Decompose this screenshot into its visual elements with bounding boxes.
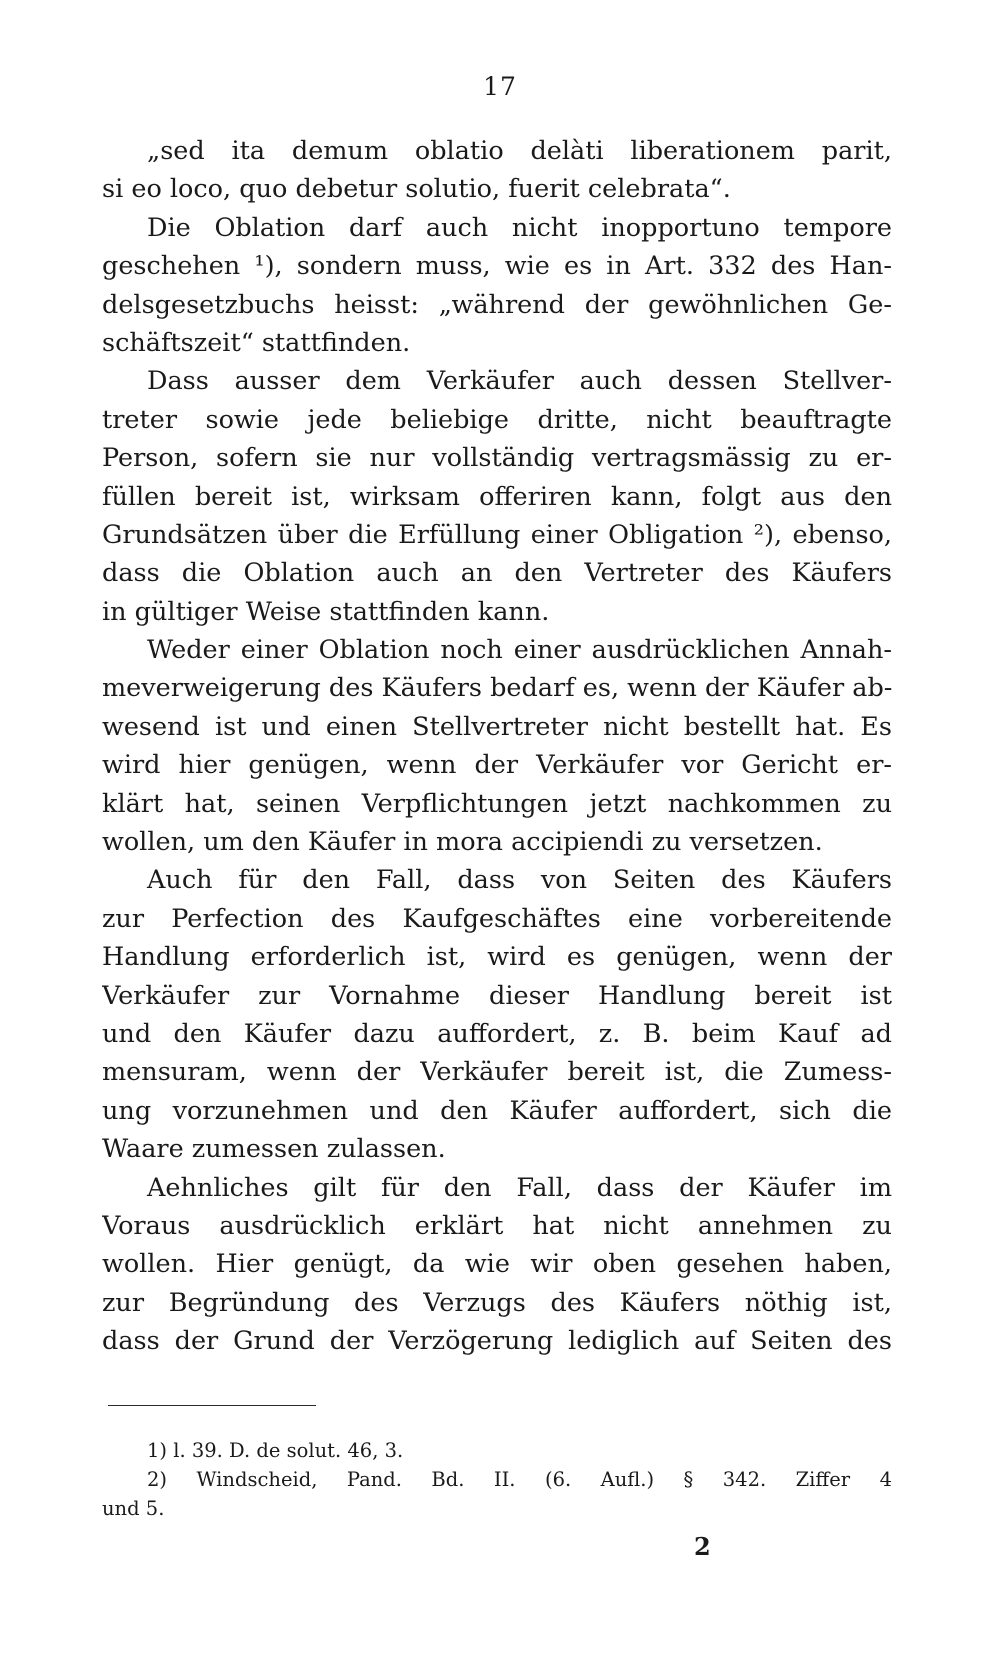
text-line: und den Käufer dazu auffordert, z. B. beim Kauf ad: [102, 1018, 892, 1049]
text-line: klärt hat, seinen Verpflichtungen jetzt nachkommen zu: [102, 788, 892, 819]
text-line: Dass ausser dem Verkäufer auch dessen Stellver-: [147, 366, 892, 397]
paragraph: [102, 631, 892, 861]
text-line: wird hier genügen, wenn der Verkäufer vor Gericht er-: [102, 750, 892, 781]
text-line: meverweigerung des Käufers bedarf es, wenn der Käufer ab-: [102, 673, 892, 704]
paragraph: [102, 209, 892, 363]
text-line: wesend ist und einen Stellvertreter nicht bestellt hat. Es: [102, 711, 892, 742]
text-line: Grundsätzen über die Erfüllung einer Obligation ²), ebenso,: [102, 519, 892, 550]
text-line: Aehnliches gilt für den Fall, dass der Käufer im: [147, 1172, 892, 1203]
footnote-line: 1) l. 39. D. de solut. 46, 3.: [147, 1439, 404, 1462]
text-line: Handlung erforderlich ist, wird es genügen, wenn der: [102, 942, 892, 973]
text-line: si eo loco, quo debetur solutio, fuerit celebrata“.: [102, 174, 731, 205]
page-number: 17: [483, 72, 517, 101]
text-line: in gültiger Weise stattfinden kann.: [102, 596, 550, 627]
footnotes: [102, 1436, 892, 1523]
footnote-line: 2) Windscheid, Pand. Bd. II. (6. Aufl.) § 342. Ziffer 4: [147, 1468, 892, 1491]
text-line: zur Perfection des Kaufgeschäftes eine vorbereitende: [102, 903, 892, 934]
text-line: füllen bereit ist, wirksam offeriren kann, folgt aus den: [102, 481, 892, 512]
text-line: dass die Oblation auch an den Vertreter des Käufers: [102, 558, 892, 589]
text-line: Voraus ausdrücklich erklärt hat nicht annehmen zu: [102, 1210, 892, 1241]
paragraph: [102, 132, 892, 209]
footnote-line: und 5.: [102, 1497, 165, 1520]
footnote: [102, 1465, 892, 1523]
text-line: Verkäufer zur Vornahme dieser Handlung bereit ist: [102, 980, 892, 1011]
text-line: geschehen ¹), sondern muss, wie es in Art. 332 des Han-: [102, 251, 892, 282]
footnote-divider: [108, 1405, 316, 1406]
text-line: Waare zumessen zulassen.: [102, 1134, 446, 1165]
text-line: zur Begründung des Verzugs des Käufers nöthig ist,: [102, 1287, 892, 1318]
signature-mark: 2: [694, 1532, 711, 1561]
text-line: Person, sofern sie nur vollständig vertragsmässig zu er-: [102, 443, 892, 474]
text-line: wollen, um den Käufer in mora accipiendi zu versetzen.: [102, 827, 823, 858]
text-line: dass der Grund der Verzögerung lediglich auf Seiten des: [102, 1326, 892, 1357]
text-line: ung vorzunehmen und den Käufer auffordert, sich die: [102, 1095, 892, 1126]
text-line: Auch für den Fall, dass von Seiten des Käufers: [147, 865, 892, 896]
body-text: [102, 132, 892, 1361]
paragraph: [102, 1169, 892, 1361]
footnote: [102, 1436, 892, 1465]
text-line: wollen. Hier genügt, da wie wir oben gesehen haben,: [102, 1249, 892, 1280]
text-line: Weder einer Oblation noch einer ausdrücklichen Annah-: [147, 635, 892, 666]
paragraph: [102, 861, 892, 1168]
text-line: treter sowie jede beliebige dritte, nicht beauftragte: [102, 404, 892, 435]
text-line: „sed ita demum oblatio delàti liberationem parit,: [147, 136, 892, 166]
text-line: Die Oblation darf auch nicht inopportuno tempore: [147, 212, 892, 243]
text-line: schäftszeit“ stattfinden.: [102, 327, 411, 358]
paragraph: [102, 362, 892, 631]
text-line: mensuram, wenn der Verkäufer bereit ist, die Zumess-: [102, 1057, 892, 1088]
text-line: delsgesetzbuchs heisst: „während der gewöhnlichen Ge-: [102, 289, 892, 320]
